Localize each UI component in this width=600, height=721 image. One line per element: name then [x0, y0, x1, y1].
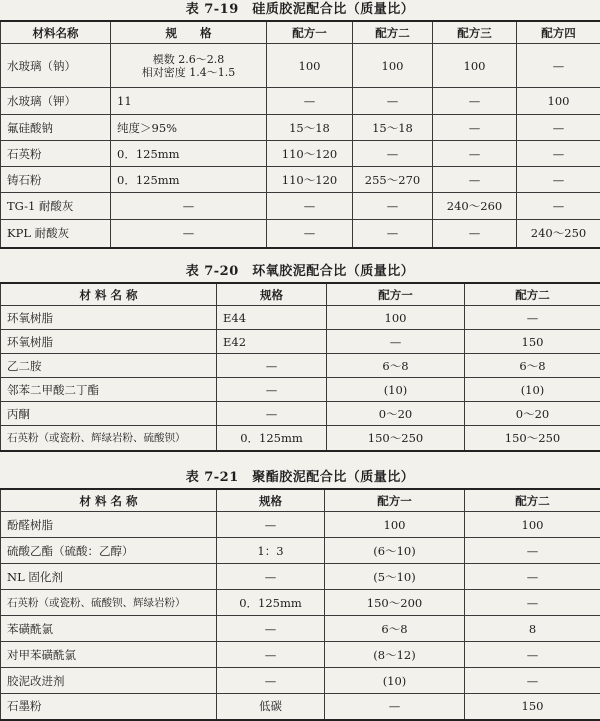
- cell: 酚醛树脂: [1, 512, 217, 538]
- cell: 240～260: [433, 193, 517, 220]
- cell: 环氧树脂: [1, 330, 217, 354]
- table-7-19-grid: [0, 20, 600, 249]
- cell: 0．125mm: [111, 167, 267, 193]
- table-row: [1, 115, 600, 141]
- cell: 6～8: [327, 354, 465, 378]
- cell: —: [465, 564, 600, 590]
- cell: —: [465, 538, 600, 564]
- cell: 255～270: [353, 167, 433, 193]
- cell: 0～20: [465, 402, 600, 426]
- table-row: [1, 616, 600, 642]
- cell: —: [433, 88, 517, 115]
- table-row: [1, 167, 600, 193]
- cell: 100: [267, 44, 353, 88]
- cell: 100: [433, 44, 517, 88]
- cell: 石墨粉: [1, 694, 217, 720]
- cell: 水玻璃（钾）: [1, 88, 111, 115]
- table-row: [1, 88, 600, 115]
- table-header-row: [1, 21, 600, 44]
- cell: 氟硅酸钠: [1, 115, 111, 141]
- cell: —: [111, 220, 267, 248]
- cell: —: [433, 220, 517, 248]
- cell-spec: [111, 44, 267, 88]
- cell: TG-1 耐酸灰: [1, 193, 111, 220]
- spec-line: 模数 2.6～2.8: [115, 53, 262, 66]
- cell: —: [465, 642, 600, 668]
- cell: —: [433, 115, 517, 141]
- cell: —: [353, 193, 433, 220]
- cell: —: [217, 512, 325, 538]
- cell: 100: [325, 512, 465, 538]
- col-header: 配方三: [433, 21, 517, 44]
- table-row: [1, 590, 600, 616]
- table-row: [1, 538, 600, 564]
- table-row: [1, 378, 600, 402]
- table-row: [1, 512, 600, 538]
- cell: 8: [465, 616, 600, 642]
- table-7-21-grid: [0, 488, 600, 721]
- col-header: 规 格: [111, 21, 267, 44]
- cell: 150: [465, 330, 600, 354]
- cell: (10): [325, 668, 465, 694]
- cell: 石英粉（或瓷粉、辉绿岩粉、硫酸钡）: [1, 426, 217, 451]
- cell: (6～10): [325, 538, 465, 564]
- table-row: [1, 564, 600, 590]
- spec-line: 相对密度 1.4～1.5: [115, 66, 262, 79]
- cell: —: [267, 220, 353, 248]
- cell: —: [465, 668, 600, 694]
- cell: 丙酮: [1, 402, 217, 426]
- cell: 100: [465, 512, 600, 538]
- cell: —: [267, 193, 353, 220]
- table-row: [1, 193, 600, 220]
- table-row: [1, 44, 600, 88]
- cell: —: [433, 141, 517, 167]
- cell: 0．125mm: [217, 590, 325, 616]
- cell: 对甲苯磺酰氯: [1, 642, 217, 668]
- cell: —: [465, 590, 600, 616]
- cell: —: [111, 193, 267, 220]
- cell: 6～8: [325, 616, 465, 642]
- table-7-20-caption: 表 7-20 环氧胶泥配合比（质量比）: [0, 262, 600, 282]
- cell: 15～18: [353, 115, 433, 141]
- cell: —: [217, 564, 325, 590]
- cell: 100: [327, 306, 465, 330]
- cell: 150～250: [465, 426, 600, 451]
- cell: 240～250: [517, 220, 600, 248]
- cell: 100: [353, 44, 433, 88]
- cell: 苯磺酰氯: [1, 616, 217, 642]
- cell: —: [517, 141, 600, 167]
- cell: 150～200: [325, 590, 465, 616]
- cell: 低碳: [217, 694, 325, 720]
- cell: —: [325, 694, 465, 720]
- table-row: [1, 220, 600, 248]
- col-header: 配方一: [267, 21, 353, 44]
- cell: —: [517, 167, 600, 193]
- cell: —: [217, 354, 327, 378]
- table-7-21: [0, 468, 600, 721]
- col-header: 材 料 名 称: [1, 283, 217, 306]
- cell: (8～12): [325, 642, 465, 668]
- cell: (10): [465, 378, 600, 402]
- table-7-20-grid: [0, 282, 600, 452]
- cell: 0～20: [327, 402, 465, 426]
- cell: —: [353, 88, 433, 115]
- cell: E42: [217, 330, 327, 354]
- cell: 150～250: [327, 426, 465, 451]
- table-row: [1, 330, 600, 354]
- cell: 乙二胺: [1, 354, 217, 378]
- cell: —: [353, 141, 433, 167]
- col-header: 规格: [217, 489, 325, 512]
- cell: 铸石粉: [1, 167, 111, 193]
- cell: 100: [517, 88, 600, 115]
- table-row: [1, 668, 600, 694]
- cell: 环氧树脂: [1, 306, 217, 330]
- table-header-row: [1, 489, 600, 512]
- cell: 硫酸乙酯（硫酸：乙醇）: [1, 538, 217, 564]
- cell: 0．125mm: [217, 426, 327, 451]
- cell: E44: [217, 306, 327, 330]
- cell: (10): [327, 378, 465, 402]
- table-7-19-caption: 表 7-19 硅质胶泥配合比（质量比）: [0, 0, 600, 20]
- table-row: [1, 354, 600, 378]
- cell: 11: [111, 88, 267, 115]
- cell: 6～8: [465, 354, 600, 378]
- col-header: 材 料 名 称: [1, 489, 217, 512]
- cell: KPL 耐酸灰: [1, 220, 111, 248]
- cell: —: [433, 167, 517, 193]
- cell: 15～18: [267, 115, 353, 141]
- table-7-19: [0, 0, 600, 249]
- cell: NL 固化剂: [1, 564, 217, 590]
- table-7-20: [0, 262, 600, 452]
- cell: (5～10): [325, 564, 465, 590]
- cell: —: [517, 115, 600, 141]
- cell: —: [353, 220, 433, 248]
- cell: 石英粉（或瓷粉、硫酸钡、辉绿岩粉）: [1, 590, 217, 616]
- cell: —: [267, 88, 353, 115]
- cell: —: [465, 306, 600, 330]
- cell: —: [517, 193, 600, 220]
- cell: 邻苯二甲酸二丁酯: [1, 378, 217, 402]
- col-header: 配方二: [465, 283, 600, 306]
- table-row: [1, 426, 600, 451]
- cell: —: [217, 402, 327, 426]
- cell: 110～120: [267, 141, 353, 167]
- cell: —: [217, 378, 327, 402]
- cell: 150: [465, 694, 600, 720]
- table-row: [1, 141, 600, 167]
- col-header: 配方一: [325, 489, 465, 512]
- table-row: [1, 402, 600, 426]
- table-row: [1, 306, 600, 330]
- col-header: 配方二: [465, 489, 600, 512]
- cell: 0．125mm: [111, 141, 267, 167]
- cell: 1：3: [217, 538, 325, 564]
- col-header: 材料名称: [1, 21, 111, 44]
- cell: —: [217, 616, 325, 642]
- table-row: [1, 642, 600, 668]
- cell: —: [217, 668, 325, 694]
- col-header: 配方二: [353, 21, 433, 44]
- col-header: 配方一: [327, 283, 465, 306]
- cell: 纯度＞95%: [111, 115, 267, 141]
- col-header: 配方四: [517, 21, 600, 44]
- cell: —: [327, 330, 465, 354]
- cell: 胶泥改进剂: [1, 668, 217, 694]
- table-header-row: [1, 283, 600, 306]
- table-7-21-caption: 表 7-21 聚酯胶泥配合比（质量比）: [0, 468, 600, 488]
- cell: 110～120: [267, 167, 353, 193]
- table-row: [1, 694, 600, 720]
- col-header: 规格: [217, 283, 327, 306]
- cell: —: [517, 44, 600, 88]
- cell: 水玻璃（钠）: [1, 44, 111, 88]
- cell: 石英粉: [1, 141, 111, 167]
- cell: —: [217, 642, 325, 668]
